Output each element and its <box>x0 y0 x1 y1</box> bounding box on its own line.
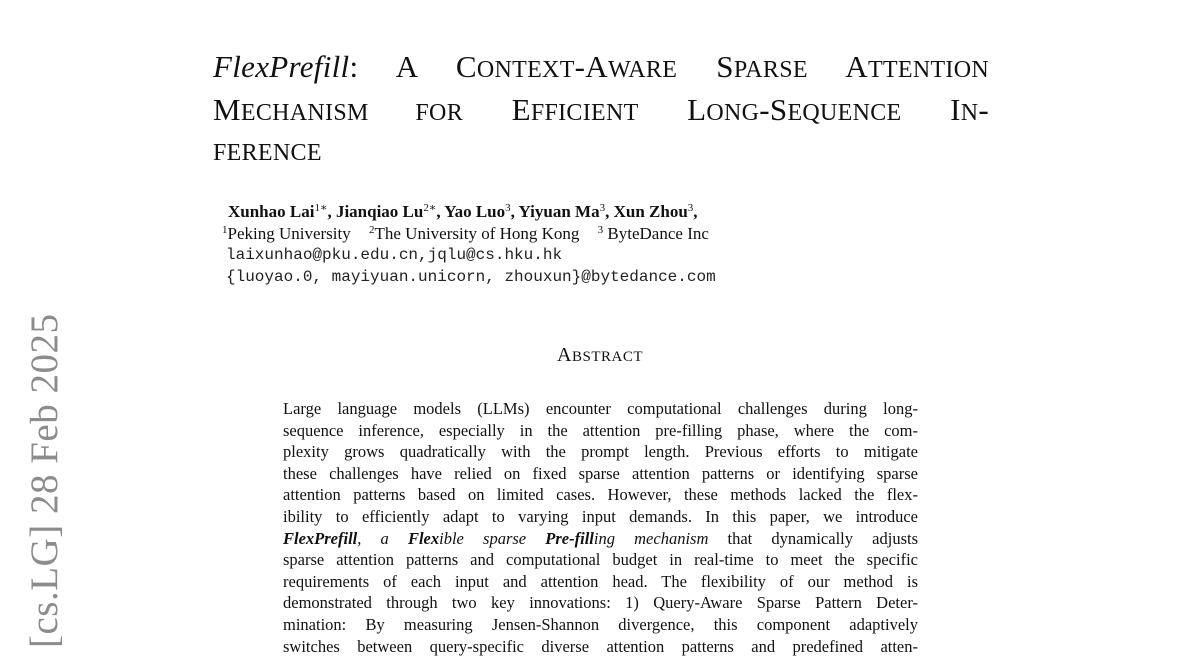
author: Xun Zhou <box>613 202 688 221</box>
abstract-line-method-intro: FlexPrefill, a Flexible sparse Pre-filling mechanism that dynamically adjusts <box>283 528 918 548</box>
abstract-line: sparse attention patterns and computational budget in real-time to meet the specific <box>283 550 918 570</box>
title-line-3: FERENCE <box>213 140 322 166</box>
abstract-line: sequence inference, especially in the attention pre-filling phase, where the com- <box>283 420 918 440</box>
abstract-line: mination: By measuring Jensen-Shannon divergence, this component adaptively <box>283 614 918 634</box>
affiliation: The University of Hong Kong <box>374 224 580 243</box>
title-method-name: FlexPrefill <box>213 49 350 84</box>
author: Yiyuan Ma <box>518 202 600 221</box>
abstract-heading: ABSTRACT <box>557 344 643 366</box>
author-list: Xunhao Lai$^{1∗}$, Jianqiao $Lu^{2∗}$, Yao Luo$^3$, Yiyuan Ma$^3$, Xun Zhou$^3$, <box>228 202 698 221</box>
author: Jianqiao Lu <box>335 202 424 221</box>
affiliations: $^1$Peking University $^2$The University of Hong Kong $^3$ ByteDance Inc <box>222 224 709 243</box>
title-line-1: FlexPrefill: A CONTEXT-AWARE SPARSE ATTENTION <box>213 49 989 84</box>
abstract-line: ibility to efficiently adapt to varying input demands. In this paper, we introduce <box>283 506 918 526</box>
paper-title <box>213 47 989 173</box>
abstract-body <box>283 398 918 657</box>
abstract-line: switches between query-specific diverse attention patterns and predefined atten- <box>283 636 918 656</box>
abstract-line: Large language models (LLMs) encounter computational challenges during long- <box>283 399 918 418</box>
abstract-line: requirements of each input and attention head. The flexibility of our method is <box>283 571 918 591</box>
title-line-2: MECHANISM FOR EFFICIENT LONG-SEQUENCE IN- <box>213 92 989 127</box>
abstract-line: demonstrated through two key innovations: 1) Query-Aware Sparse Pattern Deter- <box>283 593 918 613</box>
abstract-line: attention patterns based on limited cases. However, these methods lacked the flex- <box>283 485 918 505</box>
arxiv-identifier-stamp: [cs.LG] 28 Feb 2025 <box>23 313 66 648</box>
affiliation: ByteDance Inc <box>607 224 709 243</box>
author: Xunhao Lai <box>228 202 315 221</box>
abstract-line: plexity grows quadratically with the prompt length. Previous efforts to mitigate <box>283 442 918 462</box>
author: Yao Luo <box>444 202 506 221</box>
affiliation: Peking University <box>227 224 351 243</box>
email-line-2: {luoyao.0, mayiyuan.unicorn, zhouxun}@bytedance.com <box>226 268 716 286</box>
email-line-1: laixunhao@pku.edu.cn,jqlu@cs.hku.hk <box>226 246 563 264</box>
abstract-line: these challenges have relied on fixed sparse attention patterns or identifying sparse <box>283 463 918 483</box>
